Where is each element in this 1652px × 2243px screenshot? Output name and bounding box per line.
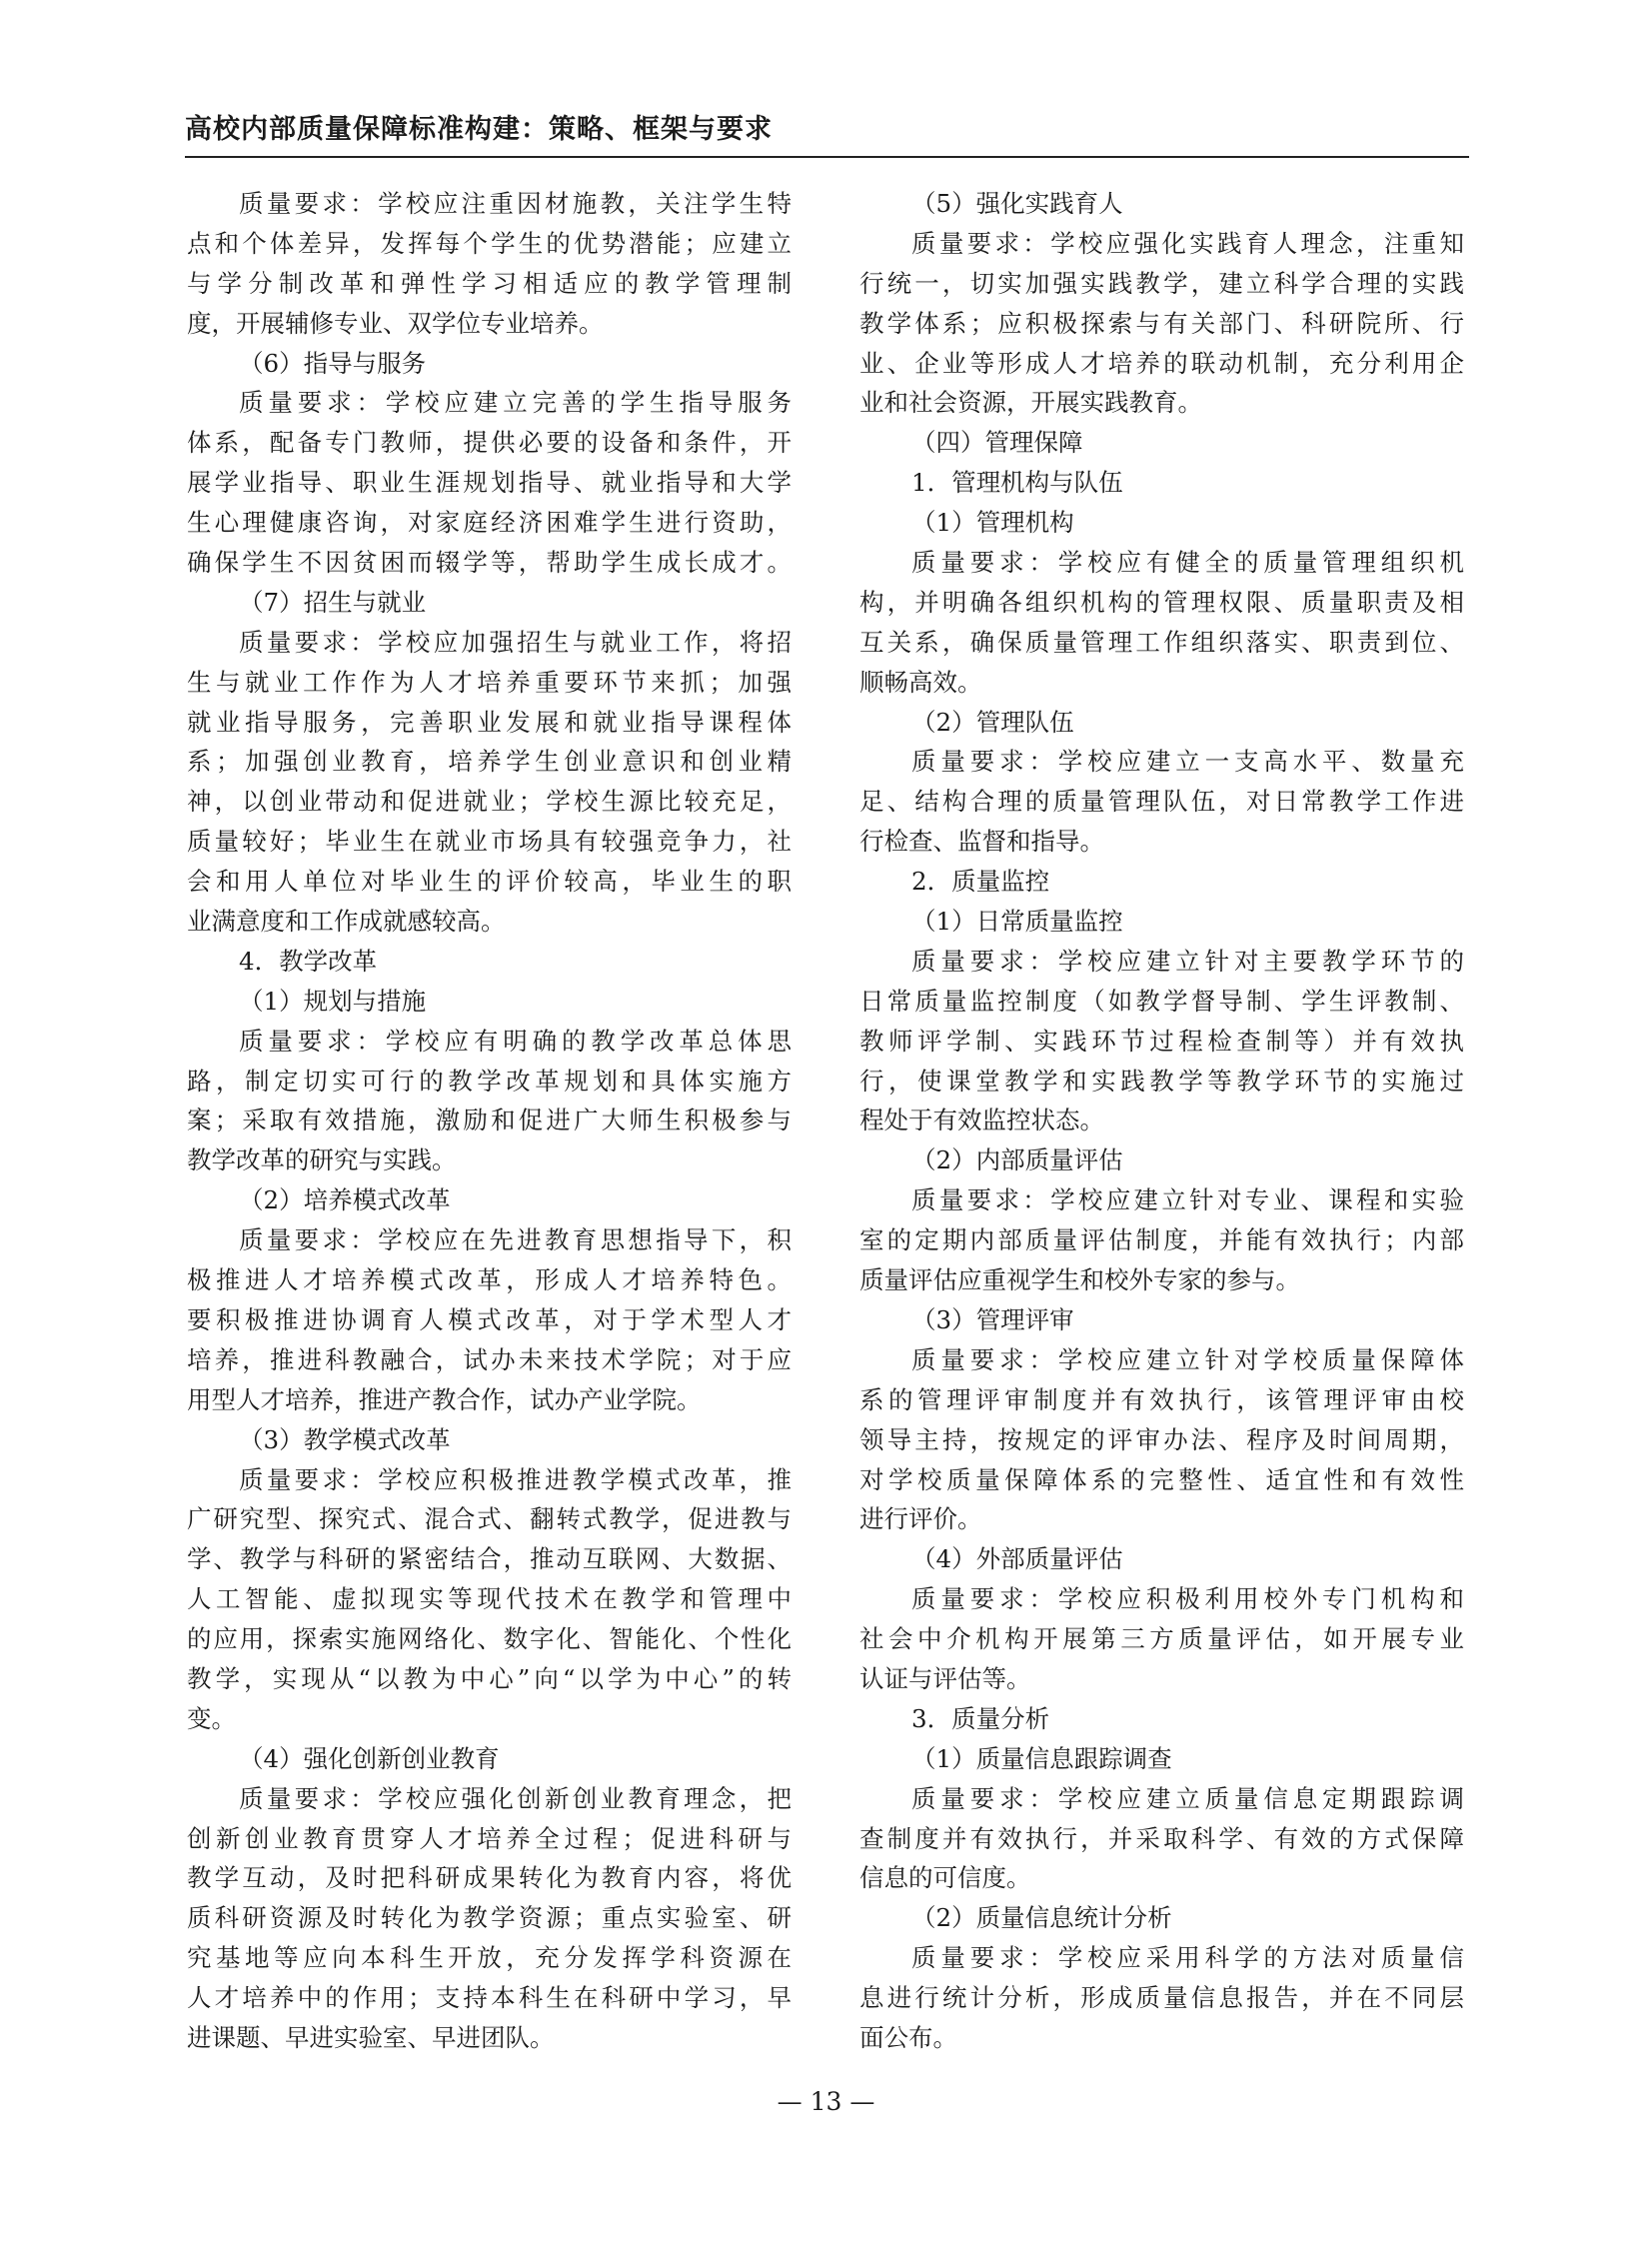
text-line: 确保学生不因贫困而辍学等，帮助学生成长成才。 bbox=[187, 548, 792, 578]
text-line: 质量要求：学校应强化实践育人理念，注重知 bbox=[911, 228, 1464, 258]
text-line: （4）外部质量评估 bbox=[911, 1544, 1123, 1574]
text-line: 日常质量监控制度（如教学督导制、学生评教制、 bbox=[859, 986, 1464, 1016]
text-line: 度，开展辅修专业、双学位专业培养。 bbox=[187, 308, 604, 338]
text-line: 质量要求：学校应积极推进教学模式改革，推 bbox=[239, 1464, 792, 1494]
text-line: （1）规划与措施 bbox=[239, 986, 427, 1016]
text-line: 教学互动，及时把科研成果转化为教育内容，将优 bbox=[187, 1863, 792, 1893]
text-line: （2）质量信息统计分析 bbox=[911, 1903, 1172, 1933]
text-line: 社会中介机构开展第三方质量评估，如开展专业 bbox=[859, 1624, 1464, 1654]
text-line: 足、结构合理的质量管理队伍，对日常教学工作进 bbox=[859, 787, 1464, 817]
text-line: 3．质量分析 bbox=[911, 1703, 1050, 1733]
text-line: （6）指导与服务 bbox=[239, 348, 427, 378]
text-line: （3）教学模式改革 bbox=[239, 1424, 451, 1454]
text-line: 行统一，切实加强实践教学，建立科学合理的实践 bbox=[859, 268, 1464, 298]
text-line: （1）日常质量监控 bbox=[911, 907, 1123, 937]
text-line: 认证与评估等。 bbox=[859, 1663, 1031, 1693]
text-line: 质量要求：学校应建立一支高水平、数量充 bbox=[911, 747, 1464, 777]
text-line: 广研究型、探究式、混合式、翻转式教学，促进教与 bbox=[187, 1504, 792, 1534]
text-line: 行检查、监督和指导。 bbox=[859, 827, 1104, 857]
text-line: 教学体系；应积极探索与有关部门、科研院所、行 bbox=[859, 308, 1464, 338]
text-line: 4．教学改革 bbox=[239, 946, 378, 976]
text-line: 领导主持，按规定的评审办法、程序及时间周期， bbox=[859, 1424, 1464, 1454]
text-line: （2）内部质量评估 bbox=[911, 1145, 1123, 1175]
text-line: 息进行统计分析，形成质量信息报告，并在不同层 bbox=[859, 1983, 1464, 2013]
text-line: 质量要求：学校应建立完善的学生指导服务 bbox=[239, 388, 792, 418]
text-line: 体系，配备专门教师，提供必要的设备和条件，开 bbox=[187, 428, 792, 458]
text-line: 用型人才培养，推进产教合作，试办产业学院。 bbox=[187, 1384, 702, 1414]
text-line: （1）质量信息跟踪调查 bbox=[911, 1743, 1172, 1773]
text-line: 顺畅高效。 bbox=[859, 667, 982, 697]
text-line: 系的管理评审制度并有效执行，该管理评审由校 bbox=[859, 1384, 1464, 1414]
text-line: 质量评估应重视学生和校外专家的参与。 bbox=[859, 1265, 1300, 1295]
text-line: 创新创业教育贯穿人才培养全过程；促进科研与 bbox=[187, 1823, 792, 1853]
text-line: 人工智能、虚拟现实等现代技术在教学和管理中 bbox=[187, 1584, 792, 1614]
text-line: 质量要求：学校应建立针对主要教学环节的 bbox=[911, 946, 1464, 976]
text-line: 质量要求：学校应采用科学的方法对质量信 bbox=[911, 1943, 1464, 1973]
text-line: 信息的可信度。 bbox=[859, 1863, 1031, 1893]
text-line: （2）管理队伍 bbox=[911, 707, 1074, 737]
text-line: 的应用，探索实施网络化、数字化、智能化、个性化 bbox=[187, 1624, 792, 1654]
text-line: 进课题、早进实验室、早进团队。 bbox=[187, 2022, 555, 2052]
text-line: （3）管理评审 bbox=[911, 1304, 1074, 1334]
text-line: 程处于有效监控状态。 bbox=[859, 1106, 1104, 1135]
text-line: 生心理健康咨询，对家庭经济困难学生进行资助， bbox=[187, 508, 792, 538]
text-line: 质量要求：学校应在先进教育思想指导下，积 bbox=[239, 1225, 792, 1255]
text-line: 室的定期内部质量评估制度，并能有效执行；内部 bbox=[859, 1225, 1464, 1255]
text-line: 要积极推进协调育人模式改革，对于学术型人才 bbox=[187, 1304, 792, 1334]
text-line: 互关系，确保质量管理工作组织落实、职责到位、 bbox=[859, 627, 1464, 657]
text-line: 对学校质量保障体系的完整性、适宜性和有效性 bbox=[859, 1464, 1464, 1494]
text-line: 质量要求：学校应建立针对学校质量保障体 bbox=[911, 1344, 1464, 1374]
text-line: 就业指导服务，完善职业发展和就业指导课程体 bbox=[187, 707, 792, 737]
text-line: 学、教学与科研的紧密结合，推动互联网、大数据、 bbox=[187, 1544, 792, 1574]
right-column bbox=[859, 184, 1464, 2058]
text-line: 变。 bbox=[187, 1703, 236, 1733]
text-line: 质量要求：学校应建立质量信息定期跟踪调 bbox=[911, 1783, 1464, 1813]
text-line: 1．管理机构与队伍 bbox=[911, 468, 1123, 498]
header-title: 高校内部质量保障标准构建：策略、框架与要求 bbox=[185, 114, 773, 145]
text-line: 质量要求：学校应加强招生与就业工作，将招 bbox=[239, 627, 792, 657]
text-line: 业和社会资源，开展实践教育。 bbox=[859, 388, 1202, 418]
text-line: 业、企业等形成人才培养的联动机制，充分利用企 bbox=[859, 348, 1464, 378]
text-line: （1）管理机构 bbox=[911, 508, 1074, 538]
text-line: （7）招生与就业 bbox=[239, 587, 427, 617]
text-line: 系；加强创业教育，培养学生创业意识和创业精 bbox=[187, 747, 792, 777]
text-line: 质量要求：学校应注重因材施教，关注学生特 bbox=[239, 189, 792, 218]
text-line: 与学分制改革和弹性学习相适应的教学管理制 bbox=[187, 268, 792, 298]
text-line: 生与就业工作作为人才培养重要环节来抓；加强 bbox=[187, 667, 792, 697]
text-line: 路，制定切实可行的教学改革规划和具体实施方 bbox=[187, 1066, 792, 1096]
text-line: 质量要求：学校应有明确的教学改革总体思 bbox=[239, 1026, 792, 1056]
text-line: 质量要求：学校应积极利用校外专门机构和 bbox=[911, 1584, 1464, 1614]
text-line: 神，以创业带动和促进就业；学校生源比较充足， bbox=[187, 787, 792, 817]
text-line: （四）管理保障 bbox=[911, 428, 1083, 458]
text-line: 业满意度和工作成就感较高。 bbox=[187, 907, 506, 937]
text-line: 质量较好；毕业生在就业市场具有较强竞争力，社 bbox=[187, 827, 792, 857]
text-line: 教学改革的研究与实践。 bbox=[187, 1145, 457, 1175]
text-line: 查制度并有效执行，并采取科学、有效的方式保障 bbox=[859, 1823, 1464, 1853]
text-line: （5）强化实践育人 bbox=[911, 189, 1123, 218]
text-line: 究基地等应向本科生开放，充分发挥学科资源在 bbox=[187, 1943, 792, 1973]
text-line: 展学业指导、职业生涯规划指导、就业指导和大学 bbox=[187, 468, 792, 498]
text-line: 点和个体差异，发挥每个学生的优势潜能；应建立 bbox=[187, 228, 792, 258]
text-line: 会和用人单位对毕业生的评价较高，毕业生的职 bbox=[187, 867, 792, 897]
text-line: 行，使课堂教学和实践教学等教学环节的实施过 bbox=[859, 1066, 1464, 1096]
text-line: 面公布。 bbox=[859, 2022, 957, 2052]
text-line: 质量要求：学校应有健全的质量管理组织机 bbox=[911, 548, 1464, 578]
text-line: 构，并明确各组织机构的管理权限、质量职责及相 bbox=[859, 587, 1464, 617]
page-number: — 13 — bbox=[777, 2087, 875, 2116]
running-header bbox=[185, 112, 1469, 162]
text-line: 教学，实现从“以教为中心”向“以学为中心”的转 bbox=[187, 1663, 792, 1693]
header-rule bbox=[185, 156, 1469, 158]
text-line: （4）强化创新创业教育 bbox=[239, 1743, 500, 1773]
left-column bbox=[187, 184, 792, 2058]
text-line: 培养，推进科教融合，试办未来技术学院；对于应 bbox=[187, 1344, 792, 1374]
text-line: 质量要求：学校应建立针对专业、课程和实验 bbox=[911, 1185, 1464, 1215]
text-line: 人才培养中的作用；支持本科生在科研中学习，早 bbox=[187, 1983, 792, 2013]
text-line: 2．质量监控 bbox=[911, 867, 1050, 897]
text-line: 进行评价。 bbox=[859, 1504, 982, 1534]
text-line: 案；采取有效措施，激励和促进广大师生积极参与 bbox=[187, 1106, 792, 1135]
text-line: 质量要求：学校应强化创新创业教育理念，把 bbox=[239, 1783, 792, 1813]
text-line: 教师评学制、实践环节过程检查制等）并有效执 bbox=[859, 1026, 1464, 1056]
text-line: 极推进人才培养模式改革，形成人才培养特色。 bbox=[187, 1265, 792, 1295]
text-line: （2）培养模式改革 bbox=[239, 1185, 451, 1215]
text-line: 质科研资源及时转化为教学资源；重点实验室、研 bbox=[187, 1903, 792, 1933]
